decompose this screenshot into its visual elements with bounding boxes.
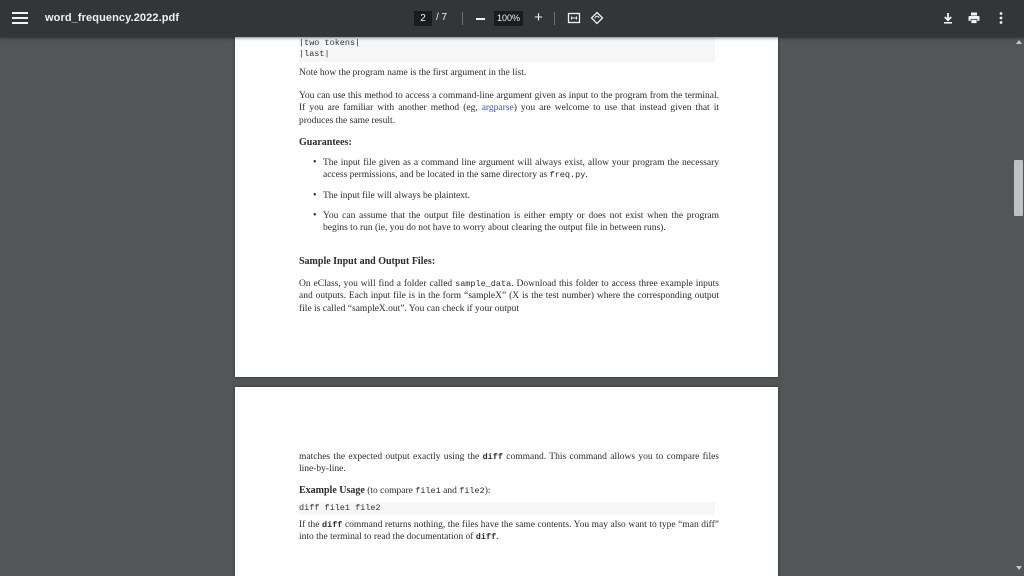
text: command returns nothing, the files have the same contents. You may also want to type “man diff” into the terminal to read the documentation of bbox=[299, 520, 719, 543]
document-title: word_frequency.2022.pdf bbox=[45, 12, 180, 24]
scrollbar-thumb[interactable] bbox=[1014, 160, 1023, 216]
text: matches the expected output exactly using the bbox=[299, 452, 483, 462]
paragraph bbox=[299, 90, 719, 127]
text: ): bbox=[484, 486, 491, 496]
page-count: / 7 bbox=[436, 12, 448, 23]
list-item bbox=[299, 157, 719, 182]
sample-files-heading: Sample Input and Output Files: bbox=[299, 256, 436, 267]
more-vert-icon[interactable] bbox=[994, 11, 1008, 25]
text: You can use this method to access a command-line argument given as input to the program from the terminal. If you are familiar with another method (eg, bbox=[299, 91, 719, 114]
code-text: diff bbox=[475, 532, 497, 543]
text: On eClass, you will find a folder called bbox=[299, 279, 456, 289]
code-text: freq.py bbox=[549, 170, 586, 181]
code-block bbox=[299, 37, 715, 62]
text: . Download this folder to access three example inputs and outputs. Each input file is in the form “sampleX” (X is the test number) where the corresponding output file is called “sampleX.out”. You can check if your output bbox=[299, 279, 719, 314]
pdf-page-2 bbox=[235, 387, 778, 576]
pdf-page-1 bbox=[235, 37, 778, 377]
list-item: • The input file will always be plaintext. bbox=[299, 190, 719, 202]
example-usage-line bbox=[299, 485, 719, 497]
code-text: file1 bbox=[415, 486, 441, 496]
toolbar-divider bbox=[554, 12, 555, 25]
text: (to compare bbox=[364, 486, 416, 496]
code-line: |last| bbox=[299, 49, 330, 59]
zoom-in-button[interactable]: + bbox=[534, 9, 543, 26]
text: . bbox=[496, 532, 499, 543]
zoom-level-input[interactable]: 100% bbox=[494, 11, 523, 26]
vertical-scrollbar[interactable] bbox=[1013, 37, 1024, 576]
code-text: diff bbox=[322, 520, 343, 530]
page-number-input[interactable]: 2 bbox=[414, 11, 432, 26]
text: The input file given as a command line argument will always exist, allow your program the necessary access permissions, and be located in the same directory as bbox=[323, 158, 719, 181]
pdf-toolbar bbox=[0, 0, 1024, 37]
code-text: diff bbox=[482, 452, 503, 462]
code-text: sample_data bbox=[455, 279, 512, 289]
menu-icon[interactable] bbox=[12, 10, 28, 26]
code-line: |two tokens| bbox=[299, 38, 361, 48]
zoom-out-button[interactable] bbox=[476, 18, 485, 20]
code-block: diff file1 file2 bbox=[299, 502, 715, 515]
text: If the bbox=[299, 520, 322, 530]
print-icon[interactable] bbox=[967, 11, 981, 25]
text: and bbox=[440, 486, 460, 496]
download-icon[interactable] bbox=[941, 11, 955, 25]
argparse-link[interactable]: argparse bbox=[481, 103, 514, 114]
text: command. This command allows you to compare files line-by-line. bbox=[299, 452, 719, 475]
list-item: • You can assume that the output file destination is either empty or does not exist when the program begins to run (ie, you do not have to worry about clearing the output file in between runs). bbox=[299, 210, 719, 235]
pdf-viewer[interactable] bbox=[0, 37, 1024, 576]
paragraph: Note how the program name is the first argument in the list. bbox=[299, 68, 527, 78]
paragraph bbox=[299, 451, 719, 476]
scroll-up-arrow-icon[interactable] bbox=[1016, 40, 1022, 44]
paragraph bbox=[299, 278, 719, 315]
text: . bbox=[585, 170, 588, 181]
paragraph bbox=[299, 519, 719, 544]
code-text: file2 bbox=[459, 486, 485, 496]
guarantees-heading: Guarantees: bbox=[299, 137, 352, 148]
scroll-down-arrow-icon[interactable] bbox=[1016, 566, 1022, 570]
guarantees-list bbox=[299, 157, 719, 234]
text: ) you are welcome to use that instead given that it produces the same result. bbox=[299, 103, 719, 126]
toolbar-divider bbox=[462, 12, 463, 25]
rotate-icon[interactable] bbox=[590, 11, 604, 25]
example-heading: Example Usage bbox=[299, 485, 365, 496]
fit-to-page-icon[interactable] bbox=[567, 11, 581, 25]
